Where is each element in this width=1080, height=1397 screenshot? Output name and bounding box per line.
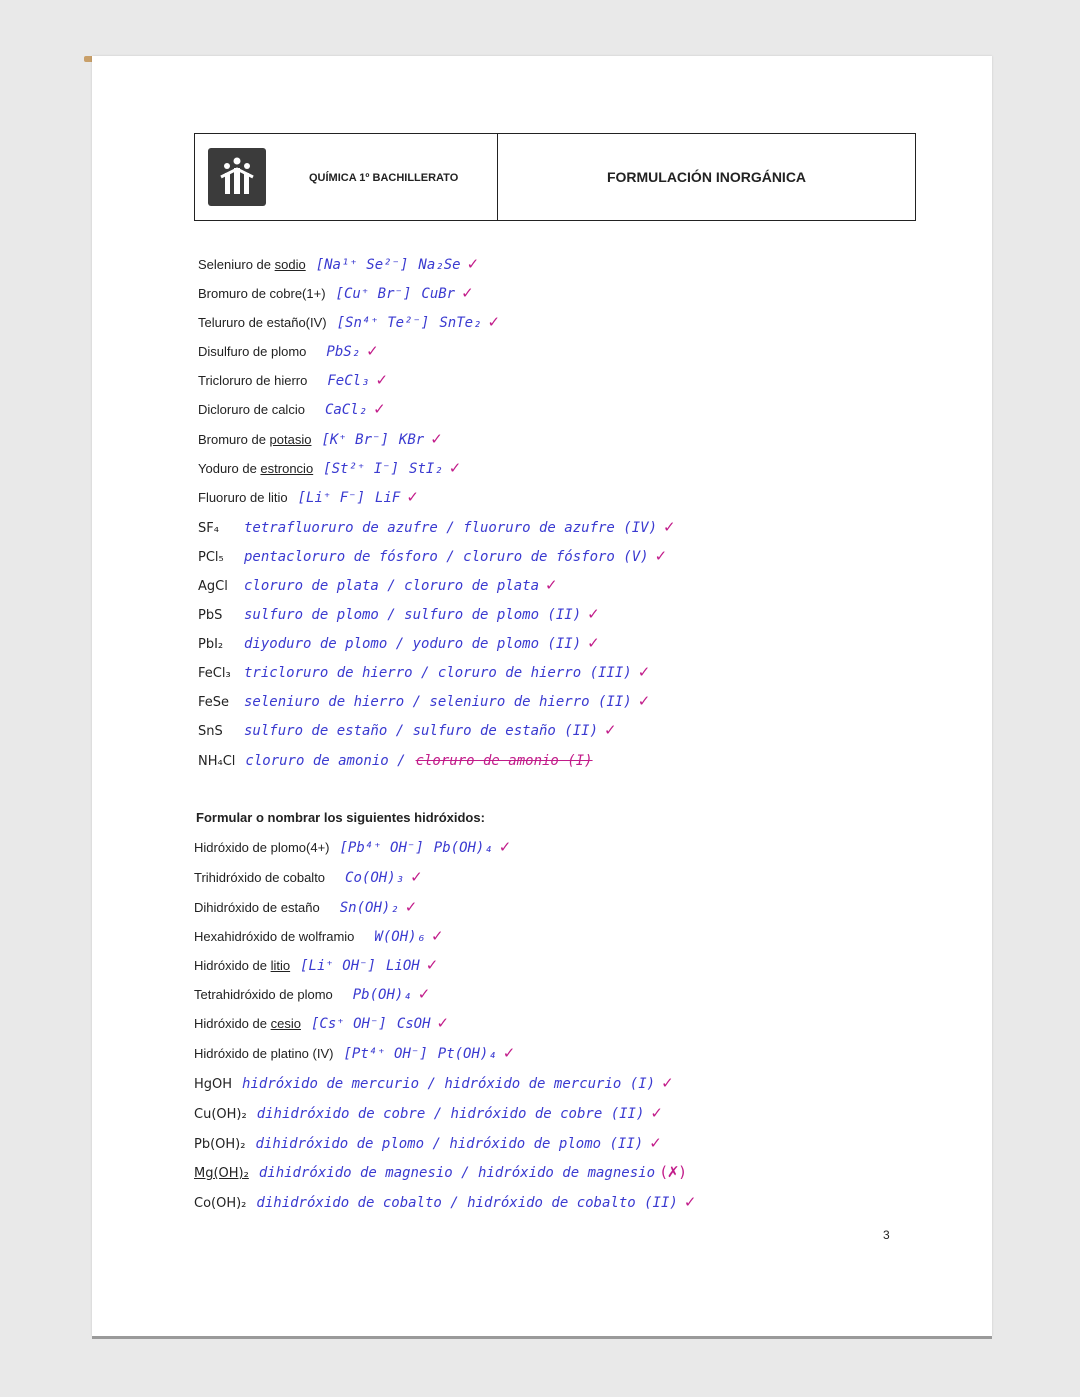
hydroxide-row: Hidróxido de litio [Li⁺ OH⁻] LiOH ✓ <box>194 956 439 974</box>
document-title: FORMULACIÓN INORGÁNICA <box>606 169 807 185</box>
document-header <box>194 133 916 221</box>
binary-row: Fluoruro de litio [Li⁺ F⁻] LiF ✓ <box>198 488 419 506</box>
binary-row: Bromuro de potasio [K⁺ Br⁻] KBr ✓ <box>198 430 443 448</box>
named-hydroxide-row: HgOH hidróxido de mercurio / hidróxido de mercurio (I) ✓ <box>194 1074 674 1092</box>
hydroxide-row: Hexahidróxido de wolframio W(OH)₆ ✓ <box>194 927 444 945</box>
hydroxide-row: Dihidróxido de estaño Sn(OH)₂ ✓ <box>194 898 418 916</box>
binary-row: Bromuro de cobre(1+) [Cu⁺ Br⁻] CuBr ✓ <box>198 284 474 302</box>
page-bottom-edge <box>92 1336 992 1339</box>
named-row: SF₄ tetrafluoruro de azufre / fluoruro de azufre (IV) ✓ <box>198 518 676 536</box>
binary-row: Yoduro de estroncio [St²⁺ I⁻] StI₂ ✓ <box>198 459 462 477</box>
named-row: PbS sulfuro de plomo / sulfuro de plomo (II) ✓ <box>198 605 600 623</box>
hydroxide-row: Trihidróxido de cobalto Co(OH)₃ ✓ <box>194 868 423 886</box>
hydroxide-row: Hidróxido de platino (IV) [Pt⁴⁺ OH⁻] Pt(OH)₄ ✓ <box>194 1044 516 1062</box>
named-row: NH₄Cl cloruro de amonio / cloruro de amonio (I) <box>198 753 593 769</box>
named-hydroxide-row: Mg(OH)₂ dihidróxido de magnesio / hidróxido de magnesio (✗) <box>194 1163 686 1181</box>
binary-row: Dicloruro de calcio CaCl₂ ✓ <box>198 400 386 418</box>
named-hydroxide-row: Cu(OH)₂ dihidróxido de cobre / hidróxido de cobre (II) ✓ <box>194 1104 663 1122</box>
named-row: FeSe seleniuro de hierro / seleniuro de hierro (II) ✓ <box>198 692 651 710</box>
school-logo-icon <box>208 148 266 206</box>
hydroxide-row: Hidróxido de cesio [Cs⁺ OH⁻] CsOH ✓ <box>194 1014 450 1032</box>
named-row: PCl₅ pentacloruro de fósforo / cloruro de fósforo (V) ✓ <box>198 547 668 565</box>
named-row: AgCl cloruro de plata / cloruro de plata ✓ <box>198 576 558 594</box>
named-hydroxide-row: Pb(OH)₂ dihidróxido de plomo / hidróxido de plomo (II) ✓ <box>194 1134 662 1152</box>
named-row: SnS sulfuro de estaño / sulfuro de estaño (II) ✓ <box>198 721 617 739</box>
page-number: 3 <box>883 1228 890 1242</box>
hydroxides-section-title: Formular o nombrar los siguientes hidróxidos: <box>196 810 485 825</box>
binary-row: Tricloruro de hierro FeCl₃ ✓ <box>198 371 389 389</box>
course-label: QUÍMICA 1º BACHILLERATO <box>309 172 459 184</box>
header-right-cell <box>498 134 915 220</box>
named-row: PbI₂ diyoduro de plomo / yoduro de plomo (II) ✓ <box>198 634 600 652</box>
named-row: FeCl₃ tricloruro de hierro / cloruro de hierro (III) ✓ <box>198 663 651 681</box>
named-hydroxide-row: Co(OH)₂ dihidróxido de cobalto / hidróxido de cobalto (II) ✓ <box>194 1193 697 1211</box>
binary-row: Disulfuro de plomo PbS₂ ✓ <box>198 342 379 360</box>
hydroxide-row: Hidróxido de plomo(4+) [Pb⁴⁺ OH⁻] Pb(OH)₄ ✓ <box>194 838 512 856</box>
hydroxide-row: Tetrahidróxido de plomo Pb(OH)₄ ✓ <box>194 985 431 1003</box>
header-left-cell <box>195 134 498 220</box>
binary-row: Seleniuro de sodio [Na¹⁺ Se²⁻] Na₂Se ✓ <box>198 255 480 273</box>
binary-row: Telururo de estaño(IV) [Sn⁴⁺ Te²⁻] SnTe₂ ✓ <box>198 313 501 331</box>
struck-answer: cloruro de amonio (I) <box>415 753 593 769</box>
